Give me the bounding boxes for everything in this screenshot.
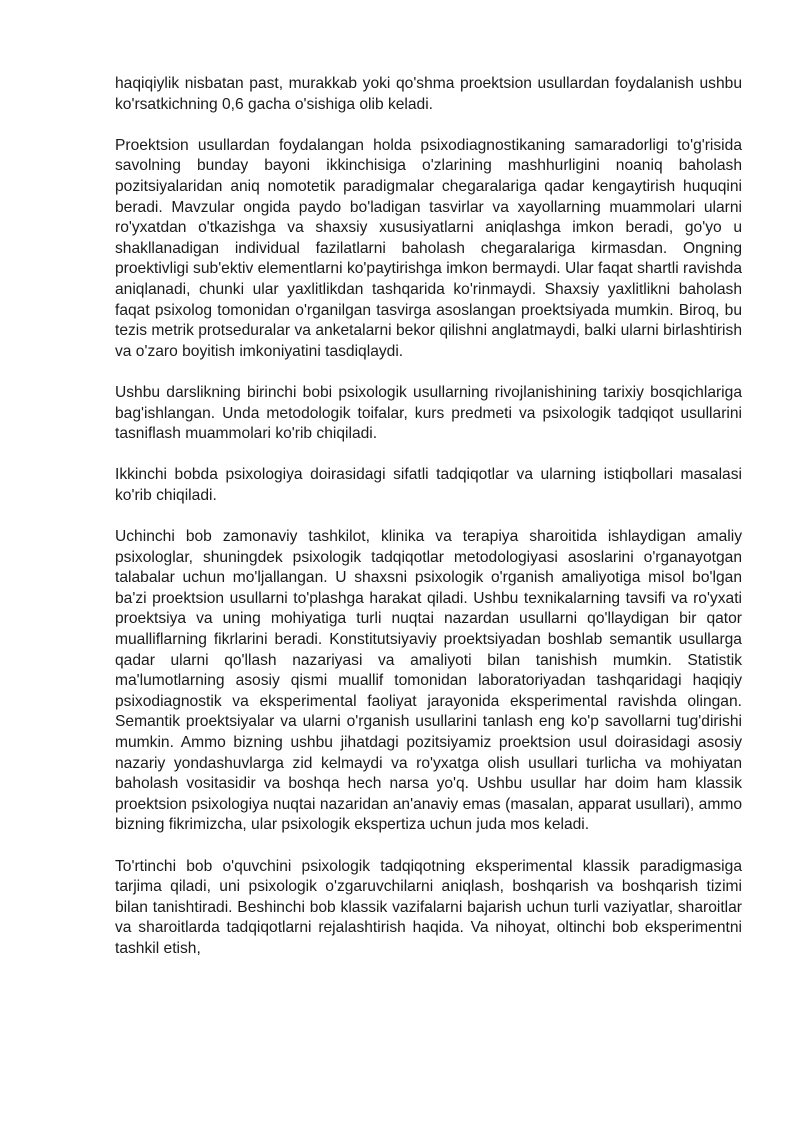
paragraph: To'rtinchi bob o'quvchini psixologik tadqiqotning eksperimental klassik paradigmasiga tarjima qiladi, uni psixologik o'zgaruvchilarni aniqlash, boshqarish va boshqarish tizimi bilan tanishtiradi. Beshinchi bob klassik vazifalarni bajarish uchun turli vaziyatlar, sharoitlar va sharoitlarda tadqiqotlarni rejalashtirish haqida. Va nihoyat, oltinchi bob eksperimentni tashkil etish,	[115, 857, 742, 957]
paragraph: Ikkinchi bobda psixologiya doirasidagi sifatli tadqiqotlar va ularning istiqbollari masalasi ko'rib chiqiladi.	[115, 466, 742, 504]
paragraph: haqiqiylik nisbatan past, murakkab yoki qo'shma proektsion usullardan foydalanish ushbu ko'rsatkichning 0,6 gacha o'sishiga olib keladi.	[115, 75, 742, 113]
paragraph: Ushbu darslikning birinchi bobi psixologik usullarning rivojlanishining tarixiy bosqichlariga bag'ishlangan. Unda metodologik toifalar, kurs predmeti va psixologik tadqiqot usullarini tasniflash muammolari ko'rib chiqiladi.	[115, 383, 742, 443]
paragraph: Proektsion usullardan foydalangan holda psixodiagnostikaning samaradorligi to'g'risida savolning bunday bayoni ikkinchisiga o'zlarining mashhurligini noaniq baholash pozitsiyalaridan aniq nomotetik paradigmalar chegaralariga qadar kengaytirish huquqini beradi. Mavzular ongida paydo bo'ladigan tasvirlar va xayollarning muammolari ularni ro'yxatdan o'tkazishga va shaxsiy xususiyatlarni aniqlashga imkon beradi, go'yo u shakllanadigan individual fazilatlarni baholash chegaralariga kirmasdan. Ongning proektivligi sub'ektiv elementlarni ko'paytirishga imkon bermaydi. Ular faqat shartli ravishda aniqlanadi, chunki ular yaxlitlikdan tashqarida ko'rinmaydi. Shaxsiy yaxlitlikni baholash faqat psixolog tomonidan o'rganilgan tasvirga asoslangan proektsiyada mumkin. Biroq, bu tezis metrik protseduralar va anketalarni bekor qilishni anglatmaydi, balki ularni birlashtirish va o'zaro boyitish imkoniyatini tasdiqlaydi.	[115, 136, 742, 360]
paragraph: Uchinchi bob zamonaviy tashkilot, klinika va terapiya sharoitida ishlaydigan amaliy psixologlar, shuningdek psixologik tadqiqotlar metodologiyasi asoslarini o'rganayotgan talabalar uchun mo'ljallangan. U shaxsni psixologik o'rganish amaliyotiga misol bo'lgan ba'zi proektsion usullarni to'plashga harakat qiladi. Ushbu texnikalarning tavsifi va ro'yxati proektsiya va uning mohiyatiga turli nuqtai nazardan usullarni qo'llaydigan bir qator mualliflarning fikrlarini beradi. Konstitutsiyaviy proektsiyadan boshlab semantik usullarga qadar ularni qo'llash nazariyasi va amaliyoti bilan tanishish mumkin. Statistik ma'lumotlarning asosiy qismi muallif tomonidan laboratoriyadan tashqaridagi haqiqiy psixodiagnostik va eksperimental faoliyat jarayonida eksperimental ravishda olingan. Semantik proektsiyalar va ularni o'rganish usullarini tanlash eng ko'p savollarni tug'dirishi mumkin. Ammo bizning ushbu jihatdagi pozitsiyamiz proektsion usul doirasidagi asosiy nazariy yondashuvlarga zid kelmaydi va ro'yxatga olish usullari turlicha va mohiyatan baholash vositasidir va boshqa hech narsa yo'q. Ushbu usullar har doim ham klassik proektsion psixologiya nuqtai nazaridan an'anaviy emas (masalan, apparat usullari), ammo bizning fikrimizcha, ular psixologik ekspertiza uchun juda mos keladi.	[115, 528, 742, 834]
document-page	[115, 74, 742, 980]
